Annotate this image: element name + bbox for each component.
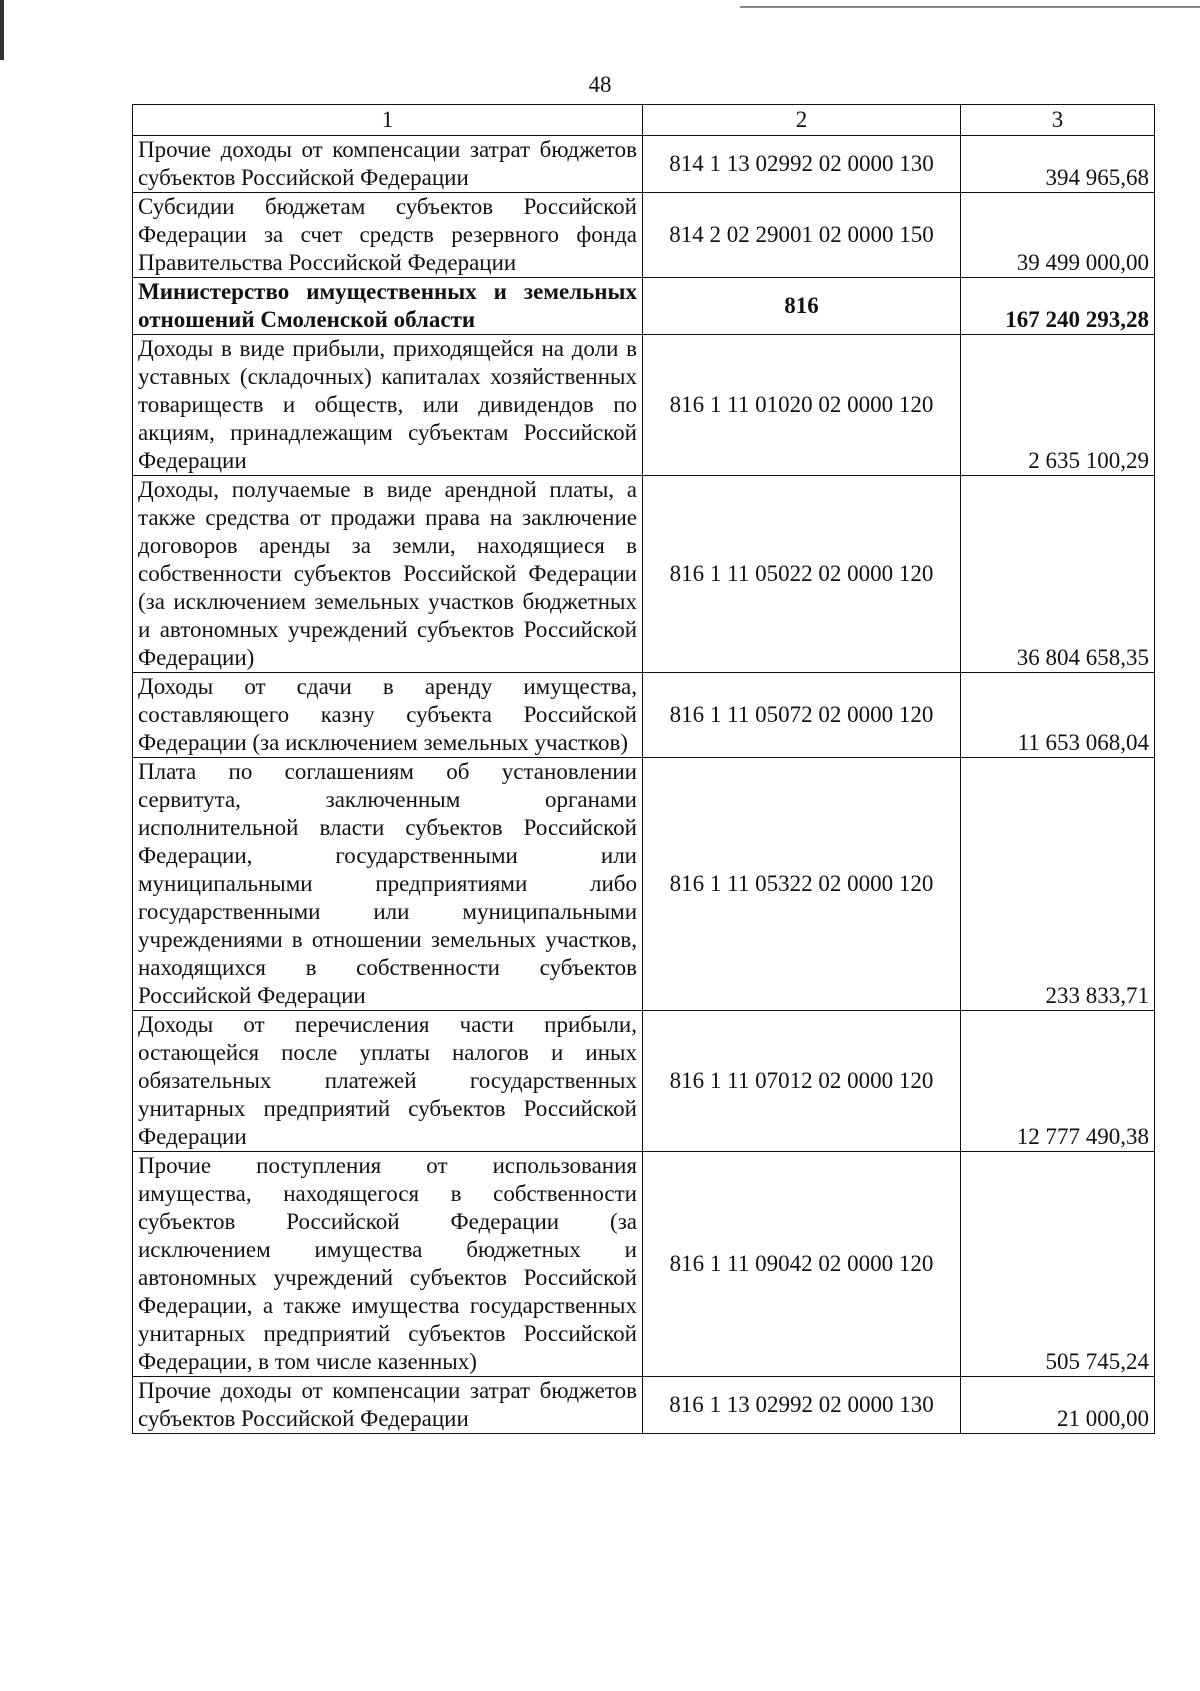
table-header-row <box>133 105 1155 136</box>
row-name: Прочие доходы от компенсации затрат бюджетов субъектов Российской Федерации <box>133 136 643 193</box>
row-code: 816 <box>643 278 961 335</box>
row-code: 816 1 11 05322 02 0000 120 <box>643 758 961 1011</box>
row-name: Доходы, получаемые в виде арендной платы, а также средства от продажи права на заключение договоров аренды за земли, находящиеся в собственности субъектов Российской Федерации (за исключением земельных участков бюджетных и автономных учреждений субъектов Российской Федерации) <box>133 476 643 673</box>
row-name: Прочие поступления от использования имущества, находящегося в собственности субъектов Российской Федерации (за исключением имущества бюджетных и автономных учреждений субъектов Российской Федерации, а также имущества государственных унитарных предприятий субъектов Российской Федерации, в том числе казенных) <box>133 1152 643 1377</box>
row-amount: 21 000,00 <box>961 1377 1155 1434</box>
header-col-1: 1 <box>133 105 643 136</box>
table-row <box>133 335 1155 476</box>
table-row <box>133 1377 1155 1434</box>
row-amount: 394 965,68 <box>961 136 1155 193</box>
row-code: 816 1 11 09042 02 0000 120 <box>643 1152 961 1377</box>
row-amount: 167 240 293,28 <box>961 278 1155 335</box>
row-amount: 505 745,24 <box>961 1152 1155 1377</box>
row-amount: 36 804 658,35 <box>961 476 1155 673</box>
row-code: 816 1 11 05072 02 0000 120 <box>643 673 961 758</box>
row-name: Доходы в виде прибыли, приходящейся на доли в уставных (складочных) капиталах хозяйственных товариществ и обществ, или дивидендов по акциям, принадлежащим субъектам Российской Федерации <box>133 335 643 476</box>
header-col-2: 2 <box>643 105 961 136</box>
row-code: 814 2 02 29001 02 0000 150 <box>643 193 961 278</box>
table-row <box>133 1152 1155 1377</box>
row-code: 816 1 11 07012 02 0000 120 <box>643 1011 961 1152</box>
row-code: 816 1 11 05022 02 0000 120 <box>643 476 961 673</box>
row-code: 814 1 13 02992 02 0000 130 <box>643 136 961 193</box>
row-code: 816 1 11 01020 02 0000 120 <box>643 335 961 476</box>
scan-edge-top <box>740 6 1200 8</box>
header-col-3: 3 <box>961 105 1155 136</box>
row-name: Прочие доходы от компенсации затрат бюджетов субъектов Российской Федерации <box>133 1377 643 1434</box>
row-name: Плата по соглашениям об установлении сервитута, заключенным органами исполнительной власти субъектов Российской Федерации, государственными или муниципальными предприятиями либо государственными или муниципальными учреждениями в отношении земельных участков, находящихся в собственности субъектов Российской Федерации <box>133 758 643 1011</box>
row-amount: 12 777 490,38 <box>961 1011 1155 1152</box>
row-name: Министерство имущественных и земельных отношений Смоленской области <box>133 278 643 335</box>
table-row <box>133 1011 1155 1152</box>
table-row <box>133 193 1155 278</box>
table-row <box>133 136 1155 193</box>
row-name: Субсидии бюджетам субъектов Российской Федерации за счет средств резервного фонда Правительства Российской Федерации <box>133 193 643 278</box>
row-name: Доходы от перечисления части прибыли, остающейся после уплаты налогов и иных обязательных платежей государственных унитарных предприятий субъектов Российской Федерации <box>133 1011 643 1152</box>
revenue-table <box>132 104 1155 1434</box>
row-amount: 39 499 000,00 <box>961 193 1155 278</box>
row-amount: 2 635 100,29 <box>961 335 1155 476</box>
table-row <box>133 758 1155 1011</box>
row-amount: 233 833,71 <box>961 758 1155 1011</box>
row-name: Доходы от сдачи в аренду имущества, составляющего казну субъекта Российской Федерации (за исключением земельных участков) <box>133 673 643 758</box>
table-row-ministry <box>133 278 1155 335</box>
row-code: 816 1 13 02992 02 0000 130 <box>643 1377 961 1434</box>
table-row <box>133 673 1155 758</box>
scan-edge-left <box>0 0 4 60</box>
page-number: 48 <box>588 72 612 97</box>
table-row <box>133 476 1155 673</box>
row-amount: 11 653 068,04 <box>961 673 1155 758</box>
